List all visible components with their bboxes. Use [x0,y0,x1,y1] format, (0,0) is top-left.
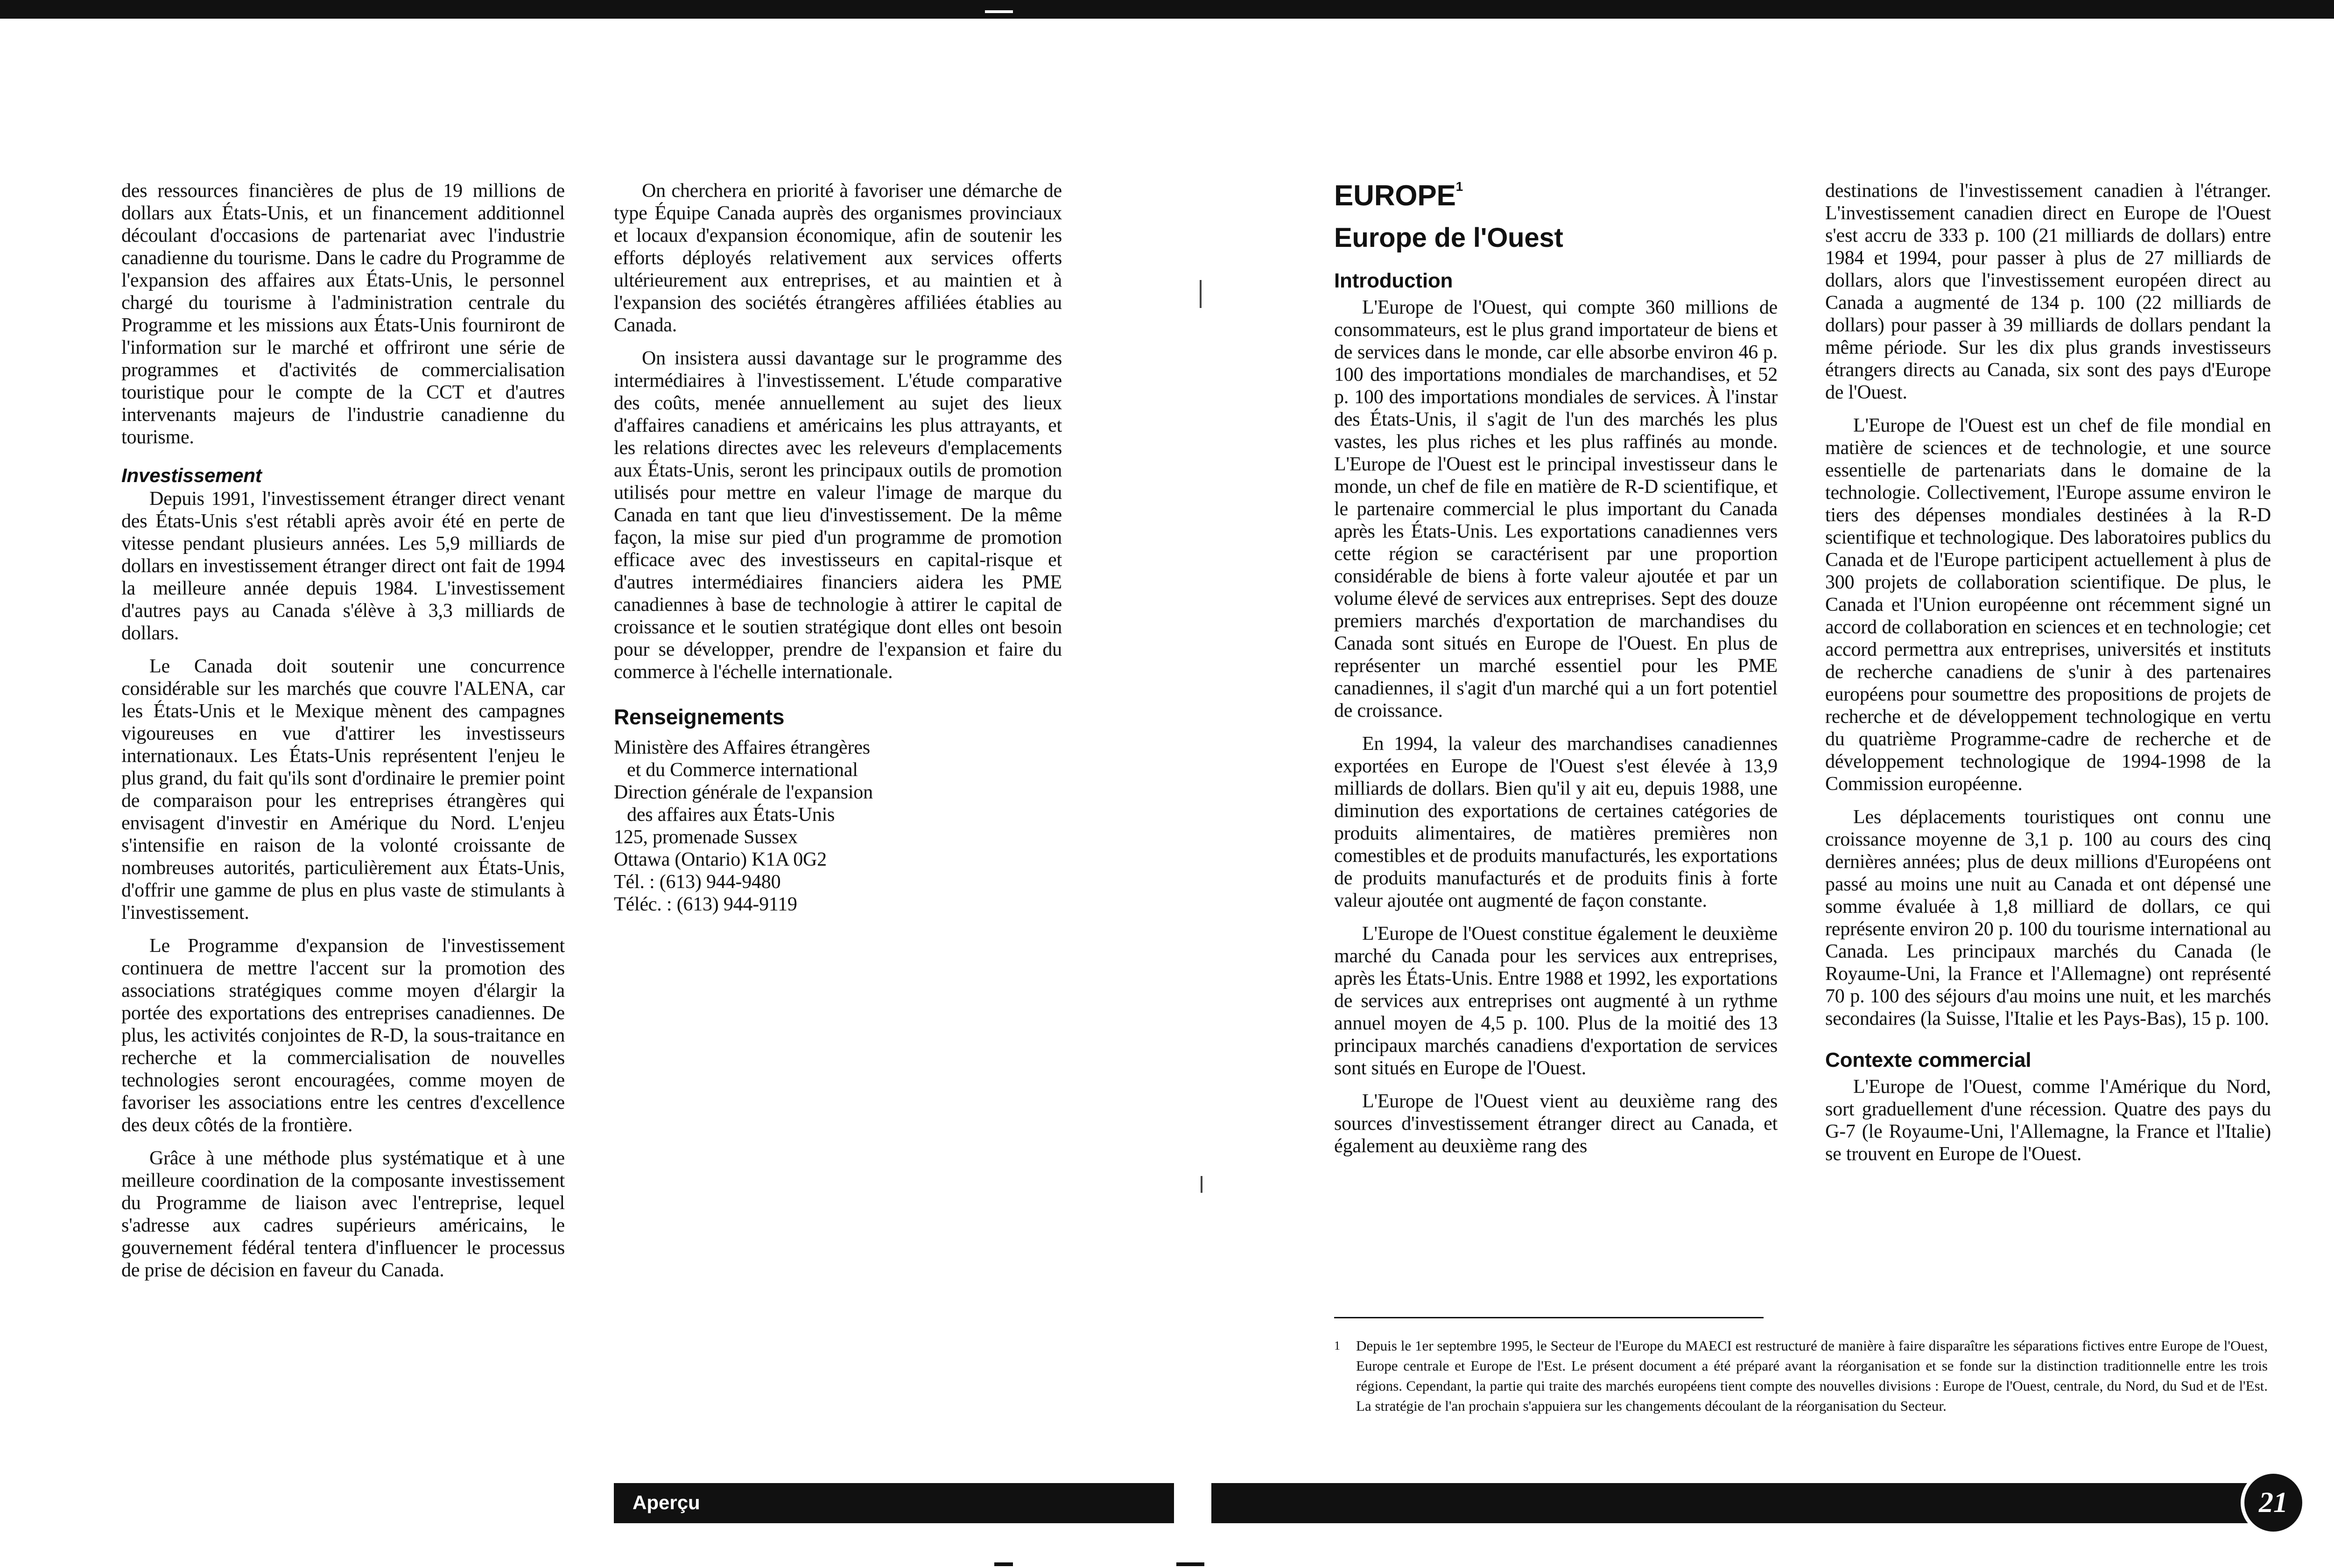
paragraph: On cherchera en priorité à favoriser une démarche de type Équipe Canada auprès des organismes provinciaux et locaux d'expansion économique, afin de soutenir les efforts déployés relativement aux services offerts ultérieurement aux entreprises, et au maintien et à l'expansion des sociétés étrangères affiliées établies au Canada. [614,180,1062,336]
page-title [1334,180,1778,212]
paragraph: des ressources financières de plus de 19 millions de dollars aux États-Unis, et un financement additionnel découlant d'occasions de partenariat avec l'industrie canadienne du tourisme. Dans le cadre du Programme de l'expansion des affaires aux États-Unis, le personnel chargé du tourisme à l'administration centrale du Programme et les missions aux États-Unis fourniront de l'information sur le marché et offriront une série de programmes et d'activités de commercialisation touristique pour le compte de la CCT et d'autres intervenants majeurs de l'industrie canadienne du tourisme. [121,180,565,448]
paragraph: L'Europe de l'Ouest est un chef de file mondial en matière de sciences et de technologie, et une source essentielle de partenariats dans le domaine de la technologie. Collectivement, l'Europe assume environ le tiers des dépenses mondiales destinées à la R-D scientifique et technologique. Des laboratoires publics du Canada et de l'Europe participent actuellement à plus de 300 projets de collaboration scientifique. De plus, le Canada et l'Union européenne ont récemment signé un accord de collaboration en sciences et en technologie; cet accord permettra aux entreprises, universités et instituts de recherche canadiens de s'unir à des partenaires européens pour soumettre des propositions de projets de recherche et de développement technologique en vertu du quatrième Programme-cadre de recherche et de développement technologique de 1994-1998 de la Commission européenne. [1825,415,2271,795]
paragraph: Le Programme d'expansion de l'investissement continuera de mettre l'accent sur la promotion des associations stratégiques comme moyen d'élargir la portée des exportations des entreprises canadiennes. De plus, les activités conjointes de R-D, la sous-traitance en recherche et la commercialisation de nouvelles technologies seront encouragées, comme moyen de favoriser les associations entre les centres d'excellence des deux côtés de la frontière. [121,935,565,1136]
address-line: Direction générale de l'expansion [614,782,873,803]
paragraph: Grâce à une méthode plus systématique et à une meilleure coordination de la composante investissement du Programme de liaison avec l'entreprise, lequel s'adresse aux cadres supérieurs américains, le gouvernement fédéral tentera d'influencer le processus de prise de décision en faveur du Canada. [121,1148,565,1281]
paragraph: Les déplacements touristiques ont connu une croissance moyenne de 3,1 p. 100 au cours des cinq dernières années; plus de deux millions d'Européens ont passé au moins une nuit au Canada et ont dépensé une somme évaluée à 1,8 milliard de dollars, ce qui représente environ 20 p. 100 du tourisme international au Canada. Les principaux marchés du Canada (le Royaume-Uni, la France et l'Allemagne) ont représenté 70 p. 100 des séjours d'au moins une nuit, et les marchés secondaires (la Suisse, l'Italie et les Pays-Bas), 15 p. 100. [1825,806,2271,1029]
address-line: Ministère des Affaires étrangères [614,737,870,758]
fax-number: Téléc. : (613) 944-9119 [614,894,797,915]
address-line: 125, promenade Sussex [614,826,798,848]
paragraph: L'Europe de l'Ouest, qui compte 360 millions de consommateurs, est le plus grand importateur de biens et de services dans le monde, car elle absorbe environ 46 p. 100 des importations mondiales de marchandises, et 52 p. 100 des importations mondiales de services. À l'instar des États-Unis, il s'agit de l'un des marchés les plus vastes, les plus riches et les plus raffinés au monde. L'Europe de l'Ouest est le principal investisseur dans le monde, un chef de file en matière de R-D scientifique, et le partenaire commercial le plus important du Canada après les États-Unis. Les exportations canadiennes vers cette région se caractérisent par une proportion considérable de biens à forte valeur ajoutée et par un volume élevé de services aux entreprises. Sept des douze premiers marchés d'exportation de marchandises du Canada sont situés en Europe de l'Ouest. En plus de représenter un marché essentiel pour les PME canadiennes, il s'agit d'un marché qui a un fort potentiel de croissance. [1334,297,1778,721]
paragraph: L'Europe de l'Ouest vient au deuxième rang des sources d'investissement étranger direct au Canada, et également au deuxième rang des [1334,1091,1778,1157]
section-heading-introduction: Introduction [1334,269,1453,292]
paragraph: L'Europe de l'Ouest, comme l'Amérique du Nord, sort graduellement d'une récession. Quatre des pays du G-7 (le Royaume-Uni, l'Allemagne, la France et l'Italie) se trouvent en Europe de l'Ouest. [1825,1076,2271,1165]
footer-bar-left [614,1483,1174,1523]
right-page-column-1 [1334,180,1778,1168]
binding-mark [1201,1176,1202,1193]
paragraph: Depuis 1991, l'investissement étranger direct venant des États-Unis s'est rétabli après avoir été en perte de vitesse pendant plusieurs années. Les 5,9 milliards de dollars en investissement étranger direct ont fait de 1994 la meilleure année depuis 1984. L'investissement d'autres pays au Canada s'élève à 3,3 milliards de dollars. [121,488,565,644]
top-scan-edge [0,0,2334,19]
address-line: des affaires aux États-Unis [627,804,835,826]
footnote-number: 1 [1334,1339,1340,1352]
address-line: Ottawa (Ontario) K1A 0G2 [614,849,827,870]
paragraph: On insistera aussi davantage sur le programme des intermédiaires à l'investissement. L'étude comparative des coûts, menée annuellement au sujet des lieux d'affaires canadiens et américains les plus attrayants, et les relations directes avec les releveurs d'emplacements aux États-Unis, seront les principaux outils de promotion utilisés pour mettre en valeur l'image de marque du Canada en tant que lieu d'investissement. De la même façon, la mise sur pied d'un programme de promotion efficace avec des investisseurs en capital-risque et d'autres intermédiaires financiers aidera les PME canadiennes à base de technologie à attirer le capital de croissance et le soutien stratégique dont elles ont besoin pour se développer, prendre de l'expansion et faire du commerce à l'échelle internationale. [614,348,1062,683]
paragraph: L'Europe de l'Ouest constitue également le deuxième marché du Canada pour les services aux entreprises, après les États-Unis. Entre 1988 et 1992, les exportations de services aux entreprises ont augmenté à un rythme annuel moyen de 4,5 p. 100. Plus de la moitié des 13 principaux marchés canadiens d'exportation de services sont situés en Europe de l'Ouest. [1334,923,1778,1079]
address-line: et du Commerce international [627,759,858,781]
paragraph: Le Canada doit soutenir une concurrence considérable sur les marchés que couvre l'ALENA, car les États-Unis et le Mexique mènent des campagnes vigoureuses en vue d'attirer les investisseurs internationaux. Les États-Unis représentent l'enjeu le plus grand, du fait qu'ils sont d'ordinaire le premier point de comparaison pour les entreprises étrangères qui envisagent d'investir en Amérique du Nord. L'enjeu s'intensifie en raison de la volonté croissante de nombreuses autorités, particulièrement aux États-Unis, d'offrir une gamme de plus en plus vaste de stimulants à l'investissement. [121,656,565,924]
section-label: Aperçu [633,1491,700,1513]
left-page-column-1 [121,180,565,1292]
section-heading-renseignements: Renseignements [614,705,785,729]
bottom-fold-mark [1176,1562,1204,1566]
page-subtitle: Europe de l'Ouest [1334,223,1563,253]
contact-address [614,736,1062,916]
footnote [1334,1336,2268,1416]
paragraph: En 1994, la valeur des marchandises canadiennes exportées en Europe de l'Ouest s'est élevée à 13,9 milliards de dollars. Bien qu'il y ait eu, depuis 1988, une diminution des exportations de certaines catégories de produits alimentaires, de matières premières non comestibles et de produits manufacturés, les exportations de produits manufacturés et de produits finis à forte valeur ajoutée ont augmenté de façon constante. [1334,733,1778,911]
footnote-rule [1334,1317,1764,1318]
page-number: 21 [2241,1470,2306,1535]
section-heading-investissement: Investissement [121,464,262,486]
left-page-column-2 [614,180,1062,916]
paragraph: destinations de l'investissement canadien à l'étranger. L'investissement canadien direct en Europe de l'Ouest s'est accru de 333 p. 100 (21 milliards de dollars) entre 1984 et 1994, pour passer à plus de 27 milliards de dollars, alors que l'investissement européen direct au Canada a augmenté de 134 p. 100 (22 milliards de dollars) pour passer à 39 milliards de dollars pendant la même période. Sur les dix plus grands investisseurs étrangers directs au Canada, six sont des pays d'Europe de l'Ouest. [1825,180,2271,403]
footnote-marker: 1 [1455,179,1463,194]
right-page-column-2 [1825,180,2271,1176]
bottom-fold-mark [994,1562,1013,1566]
binding-mark [1200,280,1202,308]
footnote-text: Depuis le 1er septembre 1995, le Secteur de l'Europe du MAECI est restructuré de manière à faire disparaître les séparations fictives entre Europe de l'Ouest, Europe centrale et Europe de l'Est. Le présent document a été préparé avant la réorganisation et se fonde sur la distinction traditionnelle entre les trois régions. Cependant, la partie qui traite des marchés européens tient compte des nouvelles divisions : Europe de l'Ouest, centrale, du Nord, du Sud et de l'Est. La stratégie de l'an prochain s'appuiera sur les changements découlant de la réorganisation du Secteur. [1356,1337,2268,1414]
section-heading-contexte-commercial: Contexte commercial [1825,1049,2032,1071]
title-text: EUROPE [1334,180,1456,212]
fold-mark [985,10,1013,13]
footer-bar-right [1211,1483,2271,1523]
phone-number: Tél. : (613) 944-9480 [614,871,781,893]
